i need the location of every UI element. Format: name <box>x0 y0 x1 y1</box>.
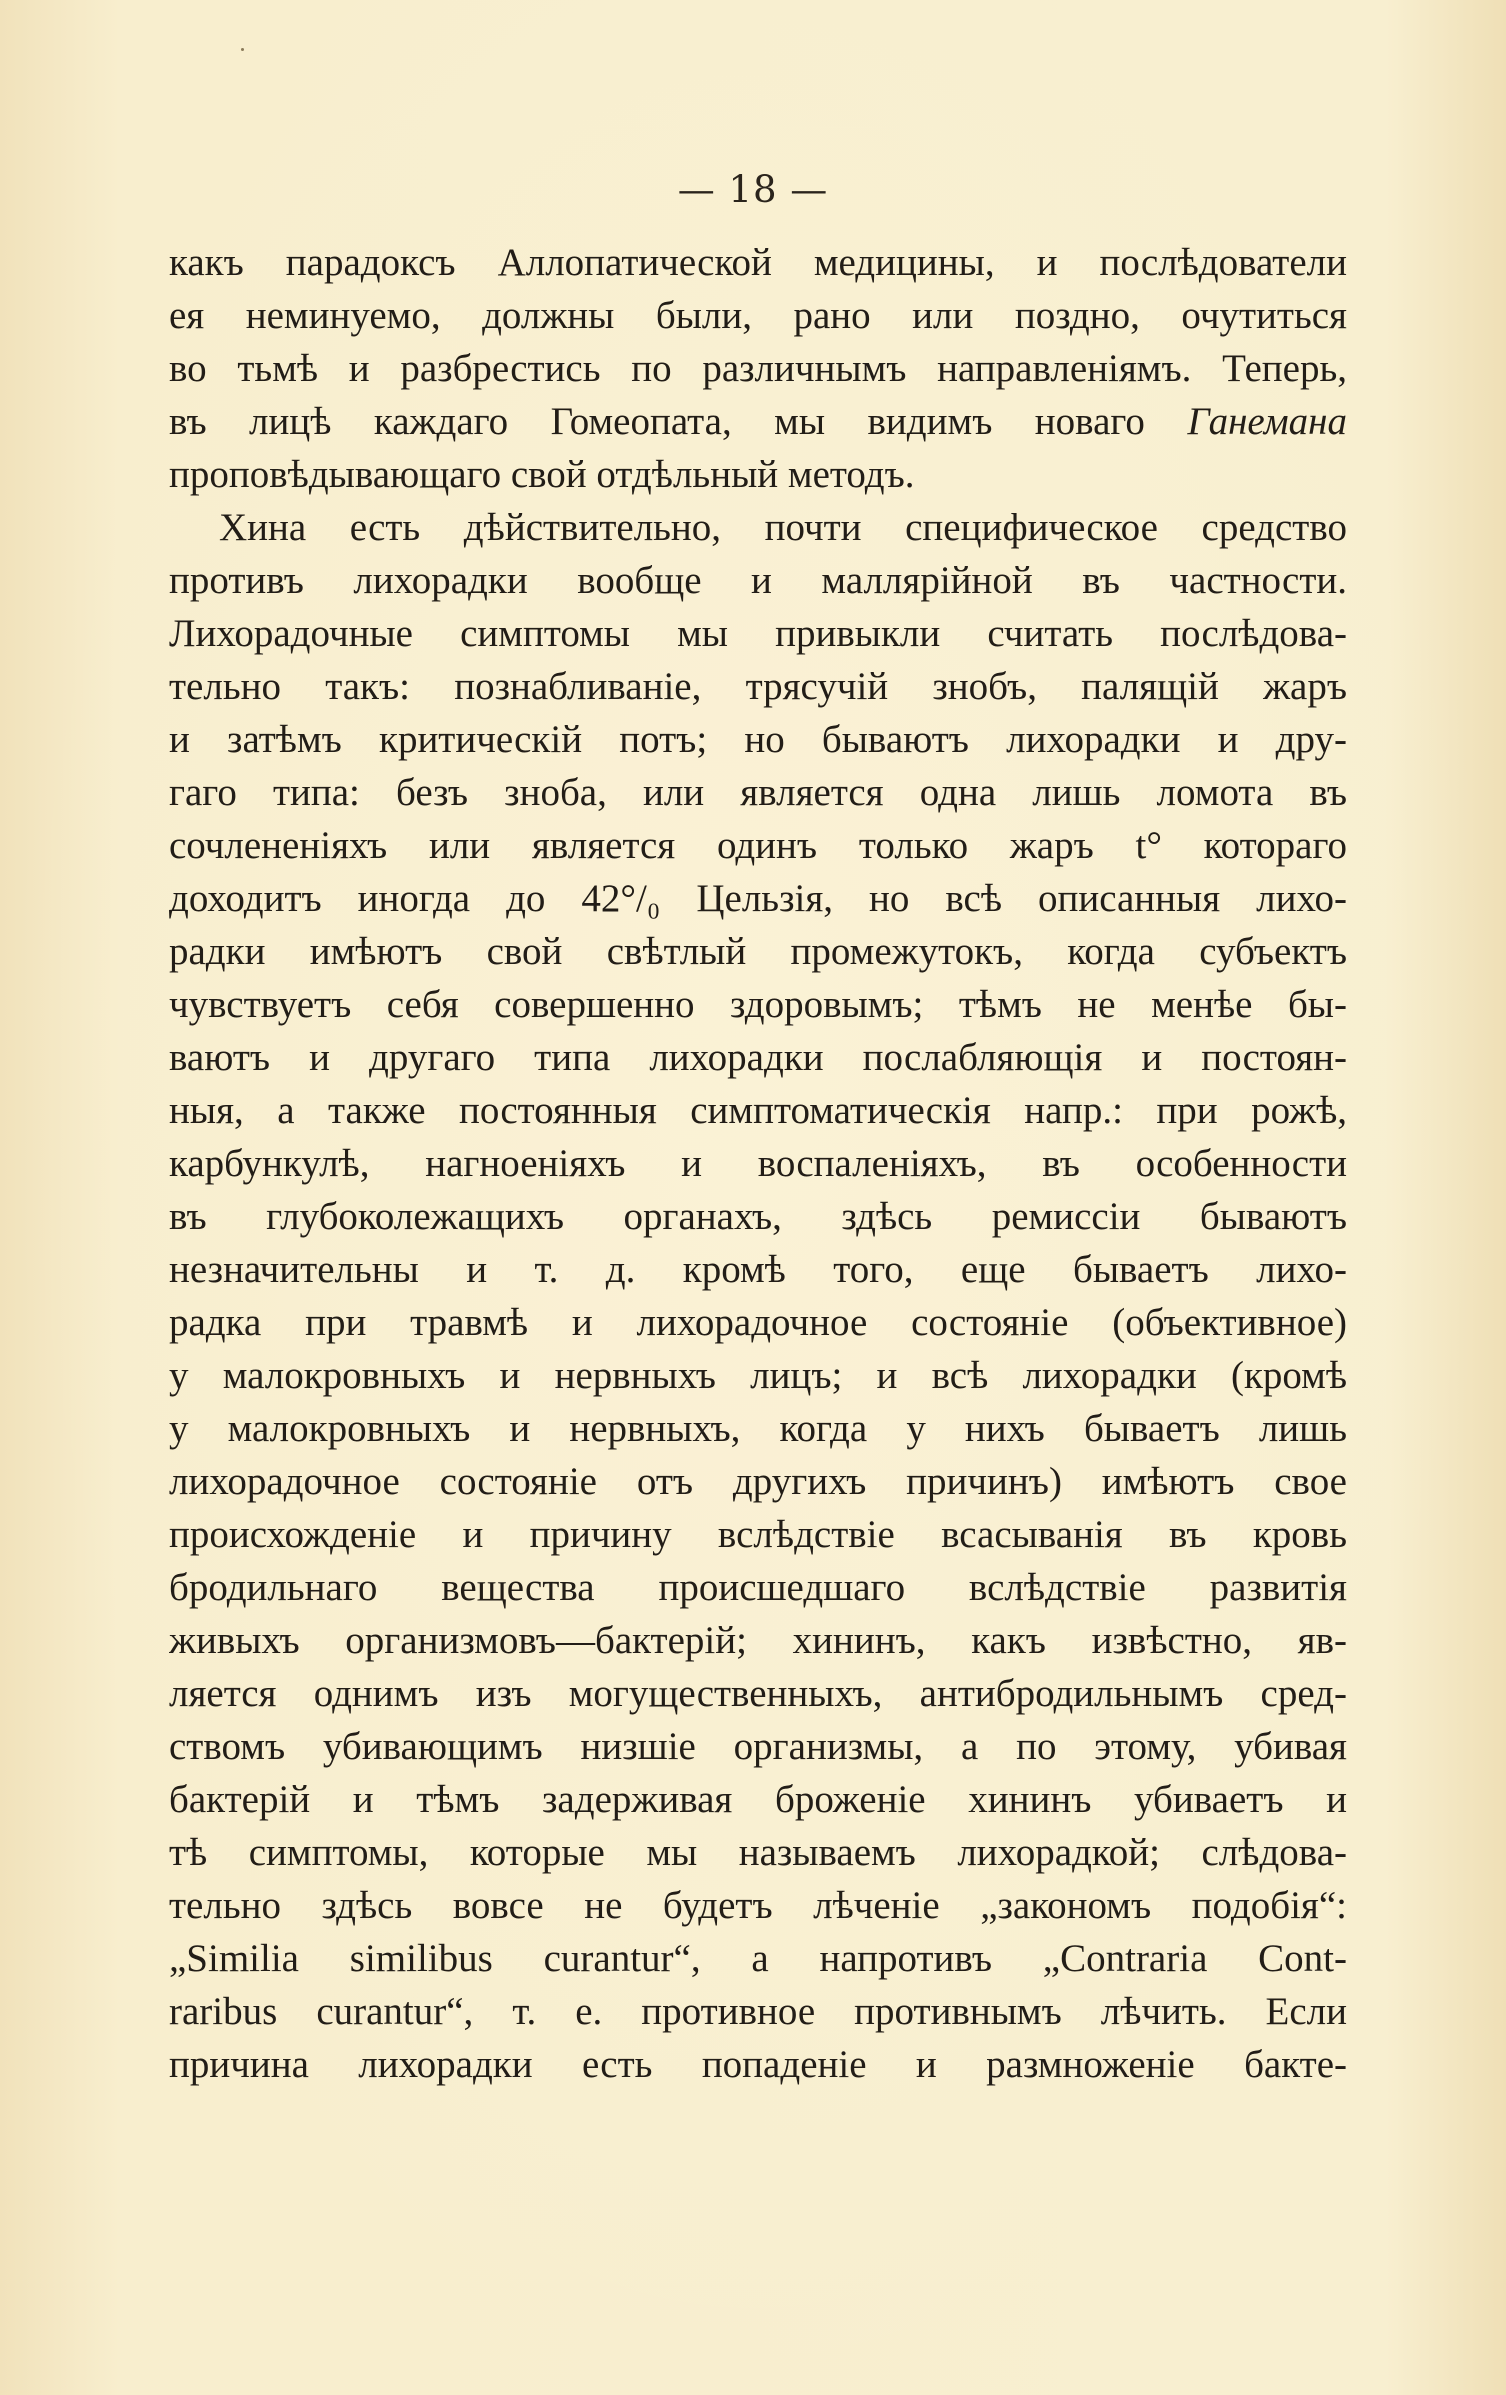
text-line: чувствуетъ себя совершенно здоровымъ; тѣмъ не менѣе бы- <box>169 983 1347 1026</box>
text-line: доходитъ иногда до 42°/₀ Цельзія, но всѣ описанныя лихо- <box>169 877 1347 920</box>
text-line: радка при травмѣ и лихорадочное состояніе (объективное) <box>169 1301 1347 1344</box>
text-line: карбункулѣ, нагноеніяхъ и воспаленіяхъ, въ особенности <box>169 1142 1347 1185</box>
text-line: противъ лихорадки вообще и маллярійной въ частности. <box>169 559 1347 602</box>
text-line: проповѣдывающаго свой отдѣльный методъ. <box>169 453 915 496</box>
text-line: ствомъ убивающимъ низшіе организмы, а по этому, убивая <box>169 1725 1347 1768</box>
text-line: бродильнаго вещества происшедшаго вслѣдствіе развитія <box>169 1566 1347 1609</box>
paragraph-first-line: Хина есть дѣйствительно, почти специфическое средство <box>219 506 1347 549</box>
text-segment: въ лицѣ каждаго Гомеопата, мы видимъ новаго <box>169 400 1145 443</box>
text-line: лихорадочное состояніе отъ другихъ причинъ) имѣютъ свое <box>169 1460 1347 1503</box>
text-line: тельно такъ: познабливаніе, трясучій знобъ, палящій жаръ <box>169 665 1347 708</box>
body-text <box>169 236 1347 2091</box>
text-line: въ глубоколежащихъ органахъ, здѣсь ремиссіи бываютъ <box>169 1195 1347 1238</box>
text-line: радки имѣютъ свой свѣтлый промежутокъ, когда субъектъ <box>169 930 1347 973</box>
text-line: сочлененіяхъ или является одинъ только жаръ t° котораго <box>169 824 1347 867</box>
text-line: и затѣмъ критическій потъ; но бываютъ лихорадки и дру- <box>169 718 1347 761</box>
text-line: какъ парадоксъ Аллопатической медицины, и послѣдователи <box>169 241 1347 284</box>
text-line: живыхъ организмовъ—бактерій; хининъ, какъ извѣстно, яв- <box>169 1619 1347 1662</box>
text-line: „Similia similibus curantur“, а напротивъ „Contraria Cont- <box>169 1937 1347 1980</box>
text-line: тѣ симптомы, которые мы называемъ лихорадкой; слѣдова- <box>169 1831 1347 1874</box>
text-line: причина лихорадки есть попаденіе и размноженіе бакте- <box>169 2043 1347 2086</box>
italic-name: Ганемана <box>1187 400 1347 443</box>
text-line: raribus curantur“, т. е. противное противнымъ лѣчить. Если <box>169 1990 1347 2033</box>
text-line: происхожденіе и причину вслѣдствіе всасыванія въ кровь <box>169 1513 1347 1556</box>
text-line-with-italic <box>169 395 1347 448</box>
text-line: у малокровныхъ и нервныхъ, когда у нихъ бываетъ лишь <box>169 1407 1347 1450</box>
text-line: во тьмѣ и разбрестись по различнымъ направленіямъ. Теперь, <box>169 347 1347 390</box>
paper-speck <box>241 48 244 51</box>
text-line: незначительны и т. д. кромѣ того, еще бываетъ лихо- <box>169 1248 1347 1291</box>
page-number: — 18 — <box>677 168 829 211</box>
text-line: гаго типа: безъ зноба, или является одна лишь ломота въ <box>169 771 1347 814</box>
text-line: ляется однимъ изъ могущественныхъ, антибродильнымъ сред- <box>169 1672 1347 1715</box>
text-line: ваютъ и другаго типа лихорадки послабляющія и постоян- <box>169 1036 1347 1079</box>
text-line: тельно здѣсь вовсе не будетъ лѣченіе „закономъ подобія“: <box>169 1884 1347 1927</box>
text-line: Лихорадочные симптомы мы привыкли считать послѣдова- <box>169 612 1347 655</box>
text-line: бактерій и тѣмъ задерживая броженіе хининъ убиваетъ и <box>169 1778 1347 1821</box>
text-line: ея неминуемо, должны были, рано или поздно, очутиться <box>169 294 1347 337</box>
text-line: у малокровныхъ и нервныхъ лицъ; и всѣ лихорадки (кромѣ <box>169 1354 1347 1397</box>
text-line: ныя, а также постоянныя симптоматическія напр.: при рожѣ, <box>169 1089 1347 1132</box>
